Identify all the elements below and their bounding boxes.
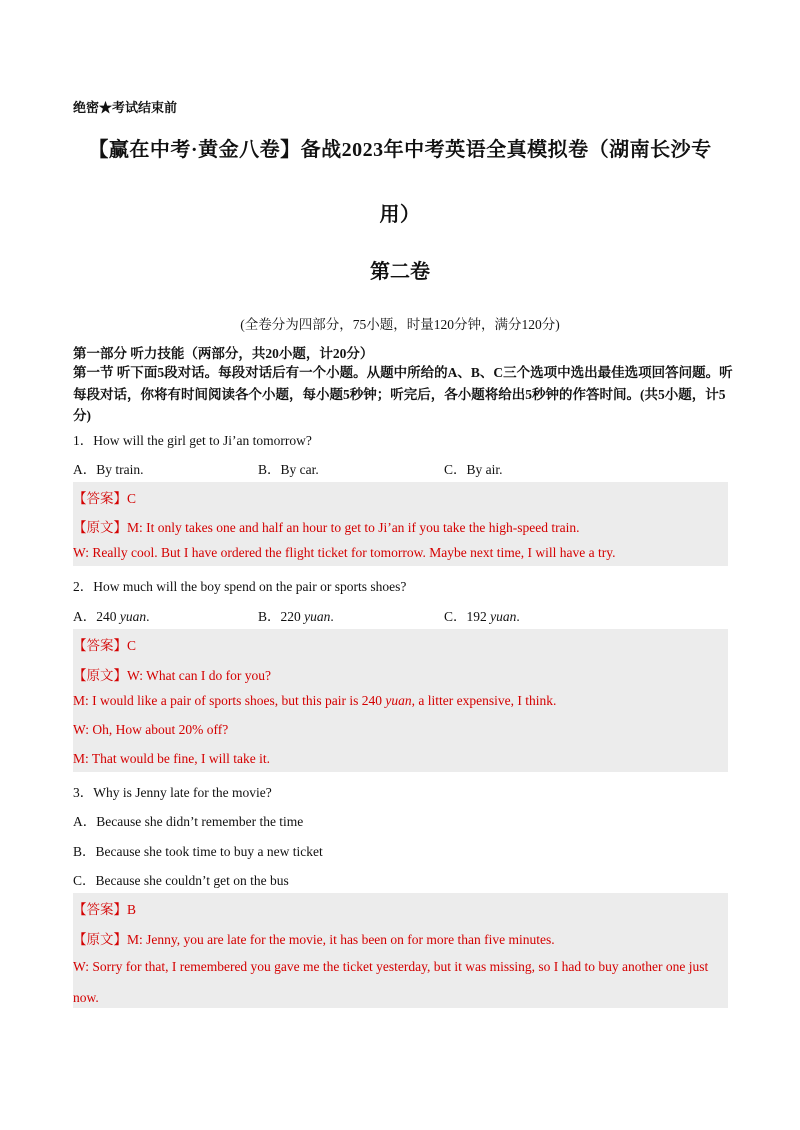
question-1-option-b: B．By car. <box>258 462 319 477</box>
question-3-stem: 3．Why is Jenny late for the movie? <box>73 785 272 800</box>
question-1-transcript-line1 <box>73 516 580 536</box>
answer-letter: C <box>127 638 137 653</box>
question-2-option-a: A．240 yuan. <box>73 609 150 624</box>
question-1-transcript-line2: W: Really cool. But I have ordered the flight ticket for tomorrow. Maybe next time, I will have a try. <box>73 545 616 560</box>
answer-tag: 【答案】 <box>73 638 127 653</box>
question-2-stem: 2．How much will the boy spend on the pair or sports shoes? <box>73 579 407 594</box>
question-3-answer <box>73 898 136 918</box>
transcript-text: M: It only takes one and half an hour to get to Ji’an if you take the high-speed train. <box>127 520 580 535</box>
answer-tag: 【答案】 <box>73 491 127 506</box>
answer-letter: B <box>127 902 137 917</box>
question-2-option-c: C．192 yuan. <box>444 609 520 624</box>
exam-title-line2: 用） <box>379 204 421 226</box>
question-3-transcript-line1 <box>73 928 555 948</box>
question-2-transcript-line3: W: Oh, How about 20% off? <box>73 722 229 737</box>
question-2-option-b: B．220 yuan. <box>258 609 334 624</box>
transcript-text: W: What can I do for you? <box>127 668 271 683</box>
question-3-option-b: B．Because she took time to buy a new ticket <box>73 844 323 859</box>
answer-letter: C <box>127 491 137 506</box>
confidential-label: 绝密★考试结束前 <box>73 100 178 115</box>
question-1-stem: 1．How will the girl get to Ji’an tomorrow? <box>73 433 312 448</box>
question-1-option-c: C．By air. <box>444 462 503 477</box>
section-instructions: 第一节 听下面5段对话。每段对话后有一个小题。从题中所给的A、B、C三个选项中选出最佳选项回答问题。听每段对话，你将有时间阅读各个小题，每小题5秒钟；听完后，各小题将给出5秒钟的作答时间。(共5小题，计5分) <box>73 365 733 423</box>
exam-title-line1: 【赢在中考·黄金八卷】备战2023年中考英语全真模拟卷（湖南长沙专 <box>88 139 712 161</box>
volume-heading: 第二卷 <box>370 261 430 283</box>
original-tag: 【原文】 <box>73 520 127 535</box>
question-1-option-a: A．By train. <box>73 462 144 477</box>
question-1-answer <box>73 487 136 507</box>
original-tag: 【原文】 <box>73 932 127 947</box>
part-heading: 第一部分 听力技能（两部分，共20小题，计20分） <box>73 346 374 361</box>
question-2-transcript-line1 <box>73 664 271 684</box>
question-3-transcript-line2: W: Sorry for that, I remembered you gave me the ticket yesterday, but it was missing, so I had to buy another one just now. <box>73 959 709 1005</box>
question-3-option-c: C．Because she couldn’t get on the bus <box>73 873 289 888</box>
question-2-transcript-line4: M: That would be fine, I will take it. <box>73 751 270 766</box>
question-2-answer <box>73 634 136 654</box>
answer-tag: 【答案】 <box>73 902 127 917</box>
original-tag: 【原文】 <box>73 668 127 683</box>
question-3-option-a: A．Because she didn’t remember the time <box>73 814 304 829</box>
transcript-text: M: Jenny, you are late for the movie, it has been on for more than five minutes. <box>127 932 555 947</box>
question-2-transcript-line2: M: I would like a pair of sports shoes, but this pair is 240 yuan, a litter expensive, I think. <box>73 693 557 708</box>
exam-note: (全卷分为四部分，75小题，时量120分钟，满分120分) <box>240 317 560 332</box>
